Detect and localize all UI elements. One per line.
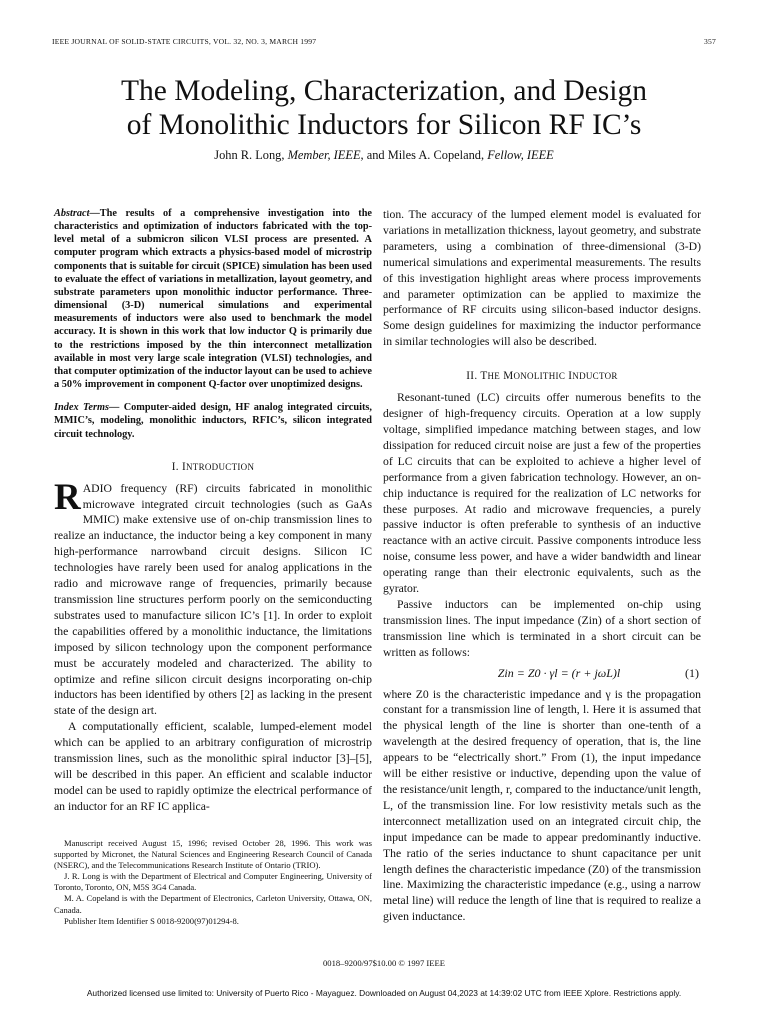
- intro-paragraph-2: A computationally efficient, scalable, lumped-element model which can be applied to an arbitrary configuration of microstrip transmission lines, such as the monolithic spiral inductor [3]–[5], will be described in this paper. An efficient and scalable inductor model can be used to rapidly optimize the electrical performance of an inductor for an RF IC applica-: [54, 720, 372, 813]
- drop-cap: R: [54, 476, 81, 518]
- right-column: [383, 207, 701, 925]
- section-heading-introduction: I. INTRODUCTION: [171, 460, 255, 473]
- section-heading-monolithic-inductor: II. THE MONOLITHIC INDUCTOR: [466, 370, 618, 383]
- equation-number: (1): [685, 665, 699, 680]
- abstract-text: —The results of a comprehensive investigation into the characteristics and optimization of inductors fabricated with the top-level metal of a submicron silicon VLSI process are presented. A computer program which extracts a physics-based model of microstrip components that is suitable for circuit (SPICE) simulation has been used to evaluate the effect of variations in metallization, layout geometry, and substrate parameters upon monolithic inductor performance. Three-dimensional (3-D) numerical simulations and experimental measurements of inductors were also used to benchmark the model accuracy. It is shown in this work that low inductor Q is primarily due to the restrictions imposed by the thin interconnect metallization available in most very large scale integration (VLSI) technologies, and that computer optimization of the inductor layout can be used to achieve a 50% improvement in component Q-factor over unoptimized designs.: [54, 208, 372, 391]
- title-line-1: The Modeling, Characterization, and Design: [121, 75, 647, 107]
- author-line: [40, 148, 728, 163]
- author-conjunction: and Miles A. Copeland,: [366, 148, 485, 162]
- paper-title: [40, 74, 728, 142]
- index-terms-text: — Computer-aided design, HF analog integrated circuits, MMIC’s, modeling, monolithic inductors, RFIC’s, silicon integrated circuit technology.: [54, 402, 372, 440]
- footnote-author-1: J. R. Long is with the Department of Electrical and Computer Engineering, University of Toronto, Toronto, ON, M5S 3G4 Canada.: [54, 871, 372, 893]
- left-column: [54, 207, 372, 815]
- footnote-author-2: M. A. Copeland is with the Department of Electronics, Carleton University, Ottawa, ON, Canada.: [54, 893, 372, 915]
- right-paragraph-0: tion. The accuracy of the lumped element model is evaluated for variations in metallization thickness, layout geometry, and substrate parameters, using a combination of three-dimensional (3-D) numerical simulations and experimental measurements. The results of this investigation highlight areas where process improvements and parameter optimization can be applied to maximize the performance of RF circuits using silicon-based inductor designs. Some design guidelines for maximizing the inductor performance in similar technologies will also be described.: [383, 208, 701, 349]
- page-number: 357: [704, 37, 716, 46]
- title-line-2: of Monolithic Inductors for Silicon RF IC’s: [126, 109, 642, 141]
- author-1-role: Member, IEEE,: [287, 148, 364, 162]
- equation-expression: Zin = Z0 · γl = (r + jωL)l: [497, 665, 621, 680]
- section2-paragraph-2: Passive inductors can be implemented on-chip using transmission lines. The input impedance (Zin) of a short section of transmission line which is terminated in a short circuit can be written as follows:: [383, 597, 701, 659]
- author-1: John R. Long,: [214, 148, 285, 162]
- index-terms-lead: Index Terms: [54, 402, 109, 414]
- intro-paragraph-1: RADIO frequency (RF) circuits fabricated in monolithic microwave integrated circuit technologies (such as GaAs MMIC) make extensive use of on-chip transmission lines to realize an inductance, the inductor being a key component in many high-performance narrowband circuit designs. Silicon IC technologies have rarely been used for analog applications in the radio and microwave range of frequencies, primarily because transmission line structures perform poorly on the semiconducting substrates used to manufacture silicon IC’s [1]. In order to exploit the capabilities offered by a monolithic inductance, the limitations imposed by silicon technology upon the component performance must be accurately modeled and characterized. The ability to optimize and refine silicon circuit designs incorporating on-chip inductors has been identified by others [2] as lacking in the present state of the design art.: [54, 476, 372, 718]
- abstract-lead: Abstract: [54, 208, 90, 219]
- section2-paragraph-3: where Z0 is the characteristic impedance and γ is the propagation constant for a transmission line of length, l. Here it is assumed that the physical length of the line is shorter than one-tenth of a wavelength at the desired frequency of operation, that is, the line appears to be “electrically short.” From (1), the input impedance will be either resistive or inductive, depending upon the value of the resistance/unit length, r, compared to the inductance/unit length, L, of the transmission line. For low resistivity metals such as the interconnect metallization used on an integrated circuit chip, the input impedance can be made to appear predominantly inductive. The ratio of the series inductance to shunt capacitance per unit length defines the characteristic impedance (Z0) of the transmission line. Maximizing the characteristic impedance (e.g., using a narrow metal line) will reduce the length of line that is required to realize a given inductance.: [383, 687, 701, 924]
- equation-1: [383, 666, 701, 681]
- journal-citation: IEEE JOURNAL OF SOLID-STATE CIRCUITS, VOL. 32, NO. 3, MARCH 1997: [52, 37, 317, 46]
- copyright-line: 0018–9200/97$10.00 © 1997 IEEE: [322, 958, 446, 968]
- section2-paragraph-1: Resonant-tuned (LC) circuits offer numerous benefits to the designer of high-frequency circuits. Operation at a low supply voltage, simplified impedance matching between stages, and low dissipation for reduced circuit noise are just a few of the properties of LC circuits that can be exploited to achieve a higher level of performance from a given fabrication technology. However, an on-chip inductance is required for the realization of LC networks for these purposes. At radio and microwave frequencies, a purely passive inductor is often preferable to synthesis of an inductive reactance with an active circuit. Passive components introduce less noise, consume less power, and have a wider bandwidth and linear operating range than their electronic equivalents, such as the gyrator.: [383, 391, 701, 596]
- footnotes: [54, 838, 372, 927]
- author-2-role: Fellow, IEEE: [487, 148, 554, 162]
- footnote-manuscript: Manuscript received August 15, 1996; revised October 28, 1996. This work was supported by Micronet, the Natural Sciences and Engineering Research Council of Canada (NSERC), and the Telecommunications Research Institute of Ontario (TRIO).: [54, 838, 372, 871]
- license-notice: Authorized licensed use limited to: University of Puerto Rico - Mayaguez. Downloaded on August 04,2023 at 14:39:02 UTC from IEEE Xplore. Restrictions apply.: [86, 988, 682, 998]
- abstract: [54, 207, 372, 391]
- index-terms: [54, 401, 372, 440]
- footnote-publisher-id: Publisher Item Identifier S 0018-9200(97)01294-8.: [64, 915, 239, 926]
